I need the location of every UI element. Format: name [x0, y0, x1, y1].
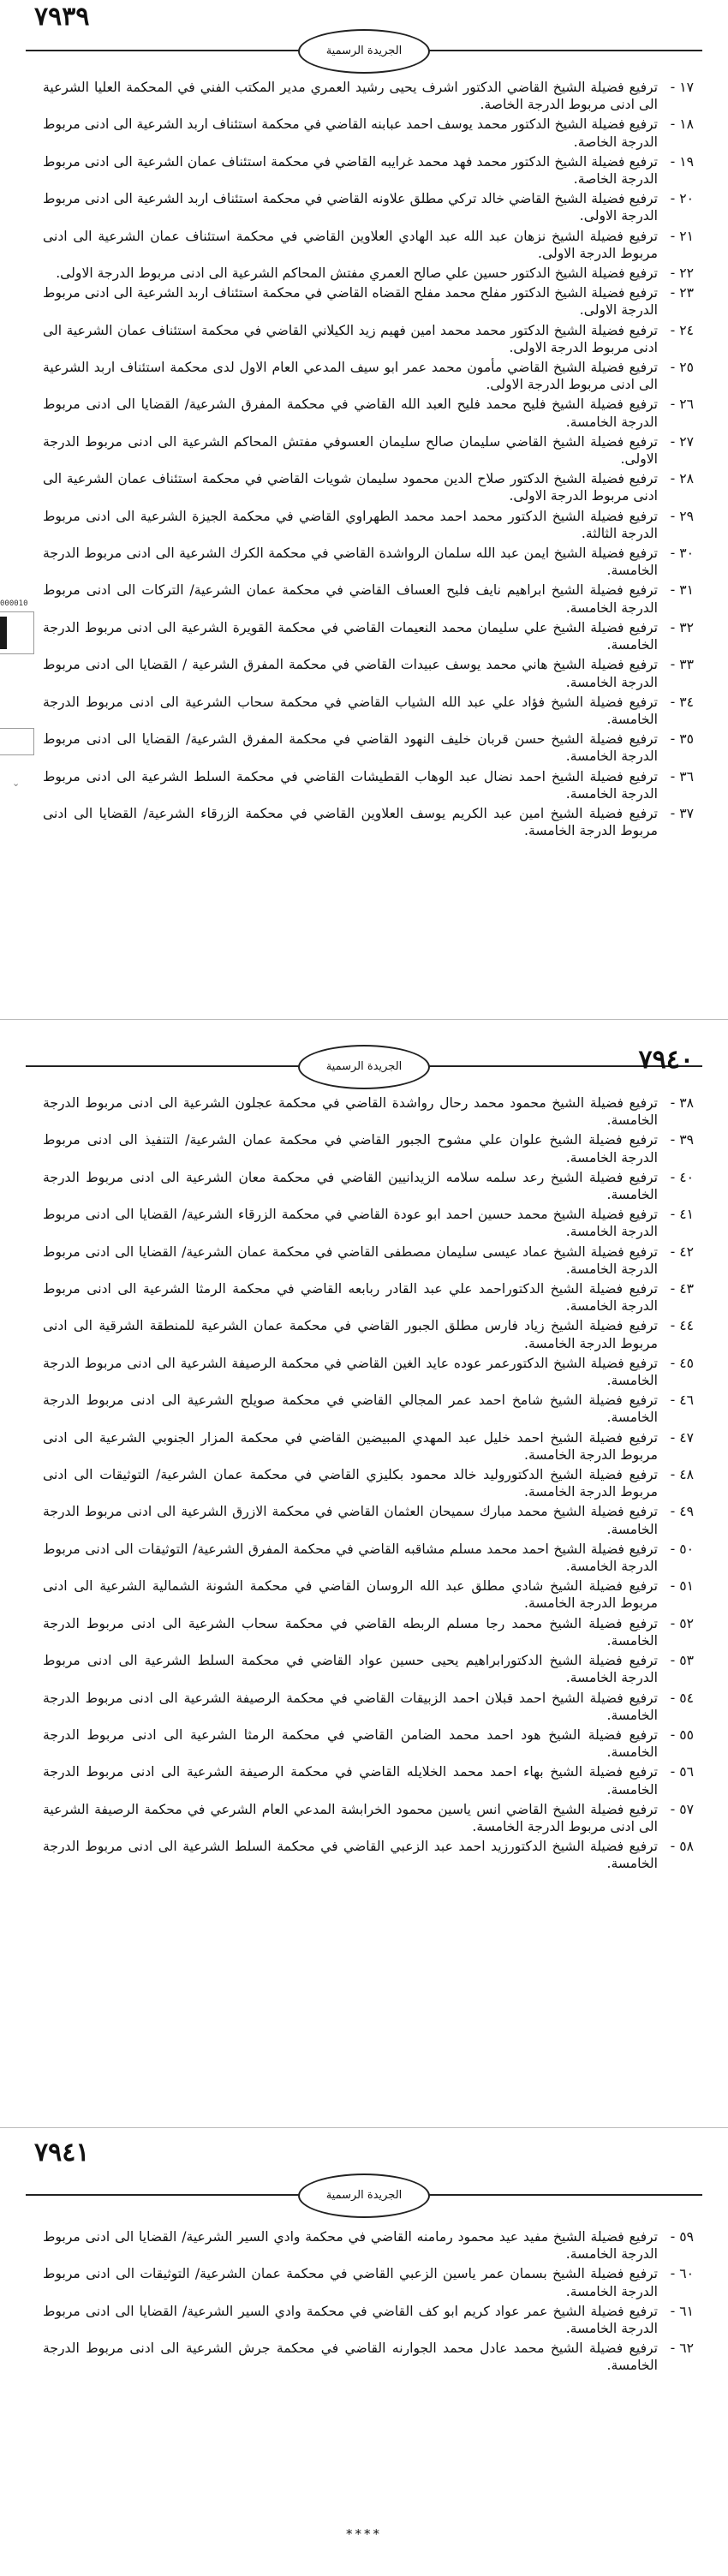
item-number: ٥٤ -	[670, 1690, 694, 1706]
decision-item	[43, 1094, 694, 1129]
item-number: ٢٥ -	[670, 360, 694, 376]
page-header	[26, 2167, 702, 2218]
decision-item	[43, 284, 694, 319]
item-text: ترفيع فضيلة الشيخ الدكتور مفلح محمد مفلح القضاه القاضي في محكمة استئناف اربد الشرعية الى ادنى مربوط الدرجة الاولى.	[43, 285, 658, 319]
item-number: ٥١ -	[670, 1578, 694, 1595]
item-text: ترفيع فضيلة الشيخ الدكتورزيد احمد عبد الزعبي القاضي في محكمة السلط الشرعية الى ادنى مربوط الدرجة الخامسة.	[43, 1839, 658, 1872]
item-number: ٣٩ -	[670, 1132, 694, 1148]
item-text: ترفيع فضيلة الشيخ الدكتوراحمد علي عبد القادر ربابعه القاضي في محكمة الرمثا الشرعية الى ادنى مربوط الدرجة الخامسة.	[43, 1281, 658, 1315]
decision-item	[43, 79, 694, 113]
item-number: ٦١ -	[670, 2303, 694, 2319]
decision-item	[43, 1206, 694, 1240]
item-text: ترفيع فضيلة الشيخ احمد خليل عبد المهدي المبيضين القاضي في محكمة المزار الجنوبي الشرعية الى ادنى مربوط الدرجة الخامسة.	[43, 1429, 658, 1463]
decision-item	[43, 2340, 694, 2374]
item-number: ٢٩ -	[670, 508, 694, 524]
item-number: ٦٢ -	[670, 2340, 694, 2357]
item-text: ترفيع فضيلة الشيخ ابراهيم نايف فليح العساف القاضي في محكمة عمان الشرعية/ التركات الى ادنى مربوط الدرجة الخامسة.	[43, 582, 658, 616]
item-number: ٤٣ -	[670, 1281, 694, 1297]
item-text: ترفيع فضيلة الشيخ الدكتوروليد خالد محمود بكليزي القاضي في محكمة عمان الشرعية/ التوثيقات الى ادنى مربوط الدرجة الخامسة.	[43, 1467, 658, 1500]
item-text: ترفيع فضيلة الشيخ احمد نضال عبد الوهاب القطيشات القاضي في محكمة السلط الشرعية الى ادنى مربوط الدرجة الخامسة.	[43, 768, 658, 802]
decision-item	[43, 396, 694, 430]
item-text: ترفيع فضيلة الشيخ امين عبد الكريم يوسف العلاوين القاضي في محكمة الزرقاء الشرعية/ القضايا الى ادنى مربوط الدرجة الخامسة.	[43, 805, 658, 839]
item-number: ٦٠ -	[670, 2266, 694, 2282]
gazette-title-badge: الجريدة الرسمية	[298, 29, 430, 74]
chevron-down-icon[interactable]: ⌄	[12, 778, 21, 789]
decision-item	[43, 1726, 694, 1761]
decision-item	[43, 1541, 694, 1575]
item-text: ترفيع فضيلة الشيخ محمود محمد رحال رواشدة القاضي في محكمة عجلون الشرعية الى ادنى مربوط الدرجة الخامسة.	[43, 1095, 658, 1129]
item-number: ٥٨ -	[670, 1839, 694, 1855]
decision-item	[43, 2265, 694, 2299]
item-text: ترفيع فضيلة الشيخ زياد فارس مطلق الجبور القاضي في محكمة عمان الشرعية للمنطقة الشرقية الى ادنى مربوط الدرجة الخامسة.	[43, 1318, 658, 1351]
page-number: ٧٩٣٩	[34, 2, 90, 32]
item-text: ترفيع فضيلة الشيخ الدكتور محمد فهد محمد غرايبه القاضي في محكمة استئناف عمان الشرعية الى ادنى مربوط الدرجة الخاصة.	[43, 153, 658, 188]
item-text: ترفيع فضيلة الشيخ القاضي سليمان صالح سليمان العسوفي مفتش المحاكم الشرعية الى ادنى مربوط الدرجة الاولى.	[43, 433, 658, 468]
item-number: ٢٢ -	[670, 265, 694, 282]
page-number: ٧٩٤١	[34, 2138, 90, 2168]
gazette-page-7941	[0, 2132, 728, 2576]
item-text: ترفيع فضيلة الشيخ شادي مطلق عبد الله الروسان القاضي في محكمة الشونة الشمالية الشرعية الى ادنى مربوط الدرجة الخامسة.	[43, 1578, 658, 1612]
decision-item	[43, 1690, 694, 1724]
overlay-fragment-dark-block	[0, 617, 7, 649]
decision-item	[43, 433, 694, 468]
item-number: ٤٨ -	[670, 1467, 694, 1483]
decision-item	[43, 1763, 694, 1798]
item-number: ٣٨ -	[670, 1095, 694, 1111]
page-header	[26, 22, 702, 74]
item-text: ترفيع فضيلة الشيخ فليح محمد فليح العبد الله القاضي في محكمة المفرق الشرعية/ القضايا الى ادنى مربوط الدرجة الخامسة.	[43, 397, 658, 430]
decision-item	[43, 1317, 694, 1351]
overlay-fragment-text: 000010	[0, 599, 28, 608]
page-separator	[0, 2127, 728, 2128]
decision-item	[43, 1243, 694, 1278]
decision-list	[43, 1094, 694, 1875]
item-text: ترفيع فضيلة الشيخ الدكتورابراهيم يحيى حسين عواد القاضي في محكمة السلط الشرعية الى ادنى مربوط الدرجة الخامسة.	[43, 1653, 658, 1686]
decision-item	[43, 2228, 694, 2263]
item-number: ٤٧ -	[670, 1429, 694, 1446]
decision-item	[43, 190, 694, 224]
decision-item	[43, 1577, 694, 1612]
item-number: ١٩ -	[670, 153, 694, 170]
item-text: ترفيع فضيلة الشيخ علوان علي مشوح الجبور القاضي في محكمة عمان الشرعية/ التنفيذ الى ادنى مربوط الدرجة الخامسة.	[43, 1132, 658, 1166]
item-text: ترفيع فضيلة الشيخ شامخ احمد عمر المجالي القاضي في محكمة صويلح الشرعية الى ادنى مربوط الدرجة الخامسة.	[43, 1392, 658, 1426]
item-number: ٣٥ -	[670, 731, 694, 748]
end-mark: ****	[346, 2526, 382, 2542]
item-text: ترفيع فضيلة الشيخ مفيد عيد محمود رمامنه القاضي في محكمة وادي السير الشرعية/ القضايا الى ادنى مربوط الدرجة الخامسة.	[43, 2229, 658, 2263]
decision-item	[43, 1429, 694, 1464]
item-number: ٣٦ -	[670, 768, 694, 784]
decision-list	[43, 2228, 694, 2377]
item-text: ترفيع فضيلة الشيخ القاضي مأمون محمد عمر ابو سيف المدعي العام الاول لدى محكمة استئناف اربد الشرعية الى ادنى مربوط الدرجة الاولى.	[43, 360, 658, 393]
decision-item	[43, 116, 694, 150]
decision-item	[43, 1355, 694, 1389]
item-text: ترفيع فضيلة الشيخ القاضي الدكتور اشرف يحيى رشيد العمري مدير المكتب الفني في المحكمة العليا الشرعية الى ادنى مربوط الدرجة الخاصة.	[43, 80, 658, 113]
decision-item	[43, 768, 694, 802]
item-number: ٥٣ -	[670, 1653, 694, 1669]
item-text: ترفيع فضيلة الشيخ احمد قبلان احمد الزبيقات القاضي في محكمة الرصيفة الشرعية الى ادنى مربوط الدرجة الخامسة.	[43, 1690, 658, 1723]
item-number: ٣٧ -	[670, 805, 694, 821]
decision-item	[43, 656, 694, 690]
item-number: ٤٢ -	[670, 1243, 694, 1260]
decision-item	[43, 1131, 694, 1166]
item-text: ترفيع فضيلة الشيخ الدكتور حسين علي صالح العمري مفتش المحاكم الشرعية الى ادنى مربوط الدرجة الاولى.	[56, 265, 658, 282]
decision-item	[43, 265, 694, 282]
decision-item	[43, 805, 694, 839]
item-text: ترفيع فضيلة الشيخ حسن قربان خليف النهود القاضي في محكمة المفرق الشرعية/ القضايا الى ادنى مربوط الدرجة الخامسة.	[43, 731, 658, 765]
page-number: ٧٩٤٠	[638, 1045, 694, 1075]
item-text: ترفيع فضيلة الشيخ عمر عواد كريم ابو كف القاضي في محكمة وادي السير الشرعية/ القضايا الى ادنى مربوط الدرجة الخامسة.	[43, 2303, 658, 2337]
decision-item	[43, 470, 694, 504]
item-text: ترفيع فضيلة الشيخ الدكتور محمد احمد محمد الطهراوي القاضي في محكمة الجيزة الشرعية الى ادنى مربوط الدرجة الثالثة.	[43, 508, 658, 541]
item-text: ترفيع فضيلة الشيخ فؤاد علي عبد الله الشياب القاضي في محكمة سحاب الشرعية الى ادنى مربوط الدرجة الخامسة.	[43, 694, 658, 727]
item-text: ترفيع فضيلة الشيخ علي سليمان محمد النعيمات القاضي في محكمة القويرة الشرعية الى ادنى مربوط الدرجة الخامسة.	[43, 619, 658, 653]
page-separator	[0, 1019, 728, 1020]
decision-item	[43, 730, 694, 765]
item-text: ترفيع فضيلة الشيخ محمد عادل محمد الجوارنه القاضي في محكمة جرش الشرعية الى ادنى مربوط الدرجة الخامسة.	[43, 2340, 658, 2374]
item-number: ٣٢ -	[670, 619, 694, 635]
item-text: ترفيع فضيلة الشيخ الدكتورعمر عوده عايد الغين القاضي في محكمة الرصيفة الشرعية الى ادنى مربوط الدرجة الخامسة.	[43, 1355, 658, 1389]
item-number: ٤١ -	[670, 1207, 694, 1223]
item-number: ١٨ -	[670, 116, 694, 133]
decision-item	[43, 228, 694, 262]
decision-item	[43, 694, 694, 728]
item-number: ١٧ -	[670, 80, 694, 95]
item-number: ٢٧ -	[670, 433, 694, 450]
item-text: ترفيع فضيلة الشيخ عماد عيسى سليمان مصطفى القاضي في محكمة عمان الشرعية/ القضايا الى ادنى مربوط الدرجة الخامسة.	[43, 1243, 658, 1277]
item-number: ٢١ -	[670, 228, 694, 244]
decision-item	[43, 322, 694, 356]
decision-item	[43, 359, 694, 393]
decision-list	[43, 79, 694, 842]
item-text: ترفيع فضيلة الشيخ محمد رجا مسلم الربطه القاضي في محكمة سحاب الشرعية الى ادنى مربوط الدرجة الخامسة.	[43, 1615, 658, 1649]
item-number: ٣٠ -	[670, 546, 694, 562]
decision-item	[43, 1838, 694, 1872]
gazette-page-7940	[0, 1028, 728, 2132]
decision-item	[43, 545, 694, 579]
item-text: ترفيع فضيلة الشيخ محمد حسين احمد ابو عودة القاضي في محكمة الزرقاء الشرعية/ القضايا الى ادنى مربوط الدرجة الخامسة.	[43, 1207, 658, 1240]
gazette-title-badge: الجريدة الرسمية	[298, 1045, 430, 1089]
decision-item	[43, 619, 694, 653]
decision-item	[43, 2303, 694, 2337]
item-text: ترفيع فضيلة الشيخ بسمان عمر ياسين الزعبي القاضي في محكمة عمان الشرعية/ التوثيقات الى ادنى مربوط الدرجة الخامسة.	[43, 2266, 658, 2299]
decision-item	[43, 1280, 694, 1315]
item-number: ٢٤ -	[670, 322, 694, 338]
item-number: ٥٥ -	[670, 1726, 694, 1743]
decision-item	[43, 1801, 694, 1835]
item-number: ٣١ -	[670, 582, 694, 599]
item-number: ٤٩ -	[670, 1504, 694, 1520]
decision-item	[43, 1392, 694, 1426]
item-number: ٤٦ -	[670, 1392, 694, 1409]
item-text: ترفيع فضيلة الشيخ الدكتور محمد محمد امين فهيم زيد الكيلاني القاضي في محكمة استئناف عمان الشرعية الى ادنى مربوط الدرجة الاولى.	[43, 322, 658, 355]
item-number: ٤٤ -	[670, 1318, 694, 1334]
item-number: ٥٩ -	[670, 2229, 694, 2245]
decision-item	[43, 1615, 694, 1649]
item-text: ترفيع فضيلة الشيخ هاني محمد يوسف عبيدات القاضي في محكمة المفرق الشرعية / القضايا الى ادنى مربوط الدرجة الخامسة.	[43, 657, 658, 690]
item-number: ٥٦ -	[670, 1764, 694, 1780]
item-text: ترفيع فضيلة الشيخ القاضي انس ياسين محمود الخرابشة المدعي العام الشرعي في محكمة الرصيفة الشرعية الى ادنى مربوط الدرجة الخامسة.	[43, 1801, 658, 1834]
item-text: ترفيع فضيلة الشيخ بهاء احمد محمد الخلايله القاضي في محكمة الرصيفة الشرعية الى ادنى مربوط الدرجة الخامسة.	[43, 1764, 658, 1798]
item-number: ٥٧ -	[670, 1801, 694, 1817]
gazette-page-7939	[0, 0, 728, 1028]
overlay-fragment-field[interactable]	[0, 728, 34, 755]
item-number: ٣٣ -	[670, 657, 694, 673]
item-number: ٢٨ -	[670, 471, 694, 487]
item-text: ترفيع فضيلة الشيخ هود احمد محمد الضامن القاضي في محكمة الرمثا الشرعية الى ادنى مربوط الدرجة الخامسة.	[43, 1726, 658, 1761]
item-number: ٣٤ -	[670, 694, 694, 710]
gazette-title-badge: الجريدة الرسمية	[298, 2174, 430, 2218]
item-number: ٢٦ -	[670, 397, 694, 413]
decision-item	[43, 508, 694, 542]
item-text: ترفيع فضيلة الشيخ الدكتور صلاح الدين محمود سليمان شويات القاضي في محكمة استئناف عمان الشرعية الى ادنى مربوط الدرجة الاولى.	[43, 471, 658, 504]
overlay-widget-fragment	[0, 599, 51, 805]
item-text: ترفيع فضيلة الشيخ احمد محمد مسلم مشاقبه القاضي في محكمة المفرق الشرعية/ التوثيقات الى ادنى مربوط الدرجة الخامسة.	[43, 1541, 658, 1575]
item-text: ترفيع فضيلة الشيخ القاضي خالد تركي مطلق علاونه القاضي في محكمة استئناف اربد الشرعية الى ادنى مربوط الدرجة الاولى.	[43, 191, 658, 224]
decision-item	[43, 1466, 694, 1500]
decision-item	[43, 1169, 694, 1203]
decision-item	[43, 1652, 694, 1686]
item-number: ٤٠ -	[670, 1169, 694, 1185]
decision-item	[43, 153, 694, 188]
item-number: ٥٢ -	[670, 1615, 694, 1631]
item-text: ترفيع فضيلة الشيخ الدكتور محمد يوسف احمد عبابنه القاضي في محكمة استئناف اربد الشرعية الى ادنى مربوط الدرجة الخاصة.	[43, 116, 658, 150]
item-number: ٢٠ -	[670, 191, 694, 207]
item-text: ترفيع فضيلة الشيخ ايمن عبد الله سلمان الرواشدة القاضي في محكمة الكرك الشرعية الى ادنى مربوط الدرجة الخامسة.	[43, 546, 658, 579]
page-header	[26, 1038, 702, 1089]
item-text: ترفيع فضيلة الشيخ محمد مبارك سميحان العثمان القاضي في محكمة الازرق الشرعية الى ادنى مربوط الدرجة الخامسة.	[43, 1504, 658, 1537]
item-number: ٤٥ -	[670, 1355, 694, 1371]
item-text: ترفيع فضيلة الشيخ نزهان عبد الله عبد الهادي العلاوين القاضي في محكمة استئناف عمان الشرعية الى ادنى مربوط الدرجة الاولى.	[43, 228, 658, 261]
decision-item	[43, 1503, 694, 1537]
decision-item	[43, 581, 694, 616]
item-number: ٥٠ -	[670, 1541, 694, 1557]
item-text: ترفيع فضيلة الشيخ رعد سلمه سلامه الزيدانيين القاضي في محكمة معان الشرعية الى ادنى مربوط الدرجة الخامسة.	[43, 1169, 658, 1203]
item-number: ٢٣ -	[670, 285, 694, 301]
